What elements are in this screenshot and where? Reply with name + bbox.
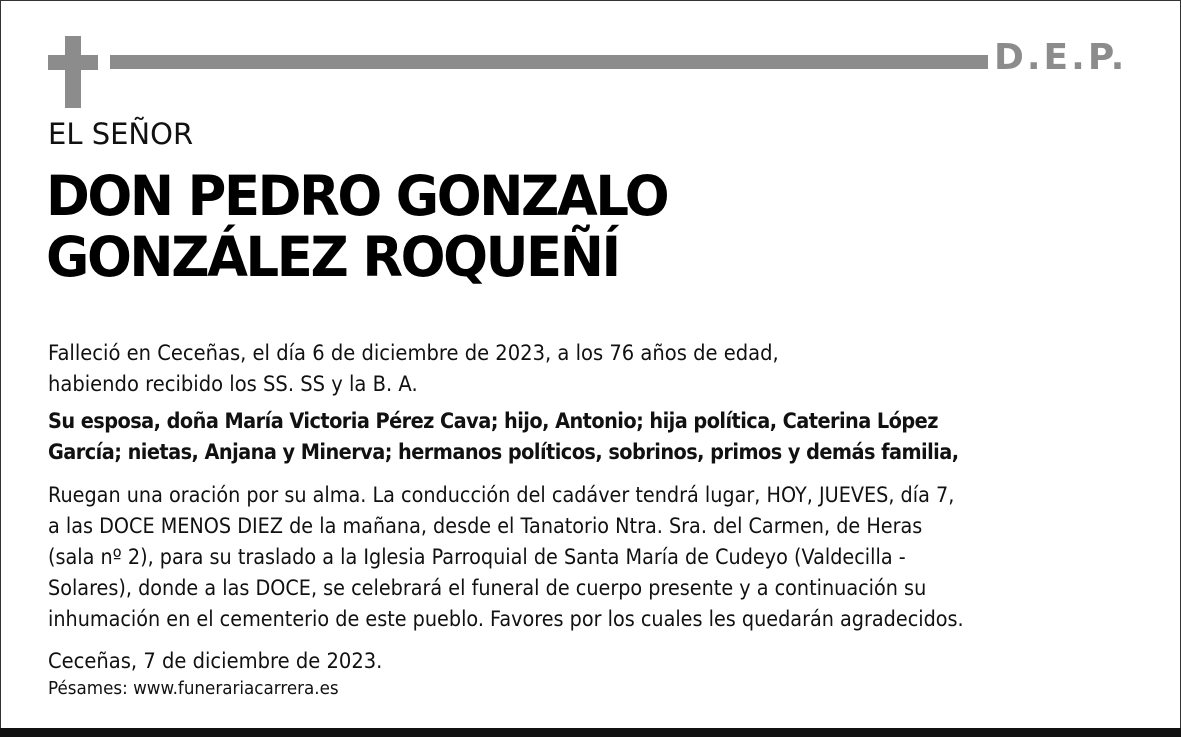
funeral-paragraph [48,480,1049,635]
funeral-line-2: a las DOCE MENOS DIEZ de la mañana, desde el Tanatorio Ntra. Sra. del Carmen, de Heras [48,514,923,538]
cross-icon [48,36,98,108]
funeral-line-4: Solares), donde a las DOCE, se celebrará el funeral de cuerpo presente y a continuación su [48,576,927,600]
condolences-link[interactable] [48,677,361,701]
deceased-name [46,166,693,288]
deceased-name-line-1: DON PEDRO GONZALO [46,164,668,228]
dateline-text: Ceceñas, 7 de diciembre de 2023. [48,649,383,673]
funeral-line-3: (sala nº 2), para su traslado a la Iglesia Parroquial de Santa María de Cudeyo (Valdecilla - [48,545,906,569]
death-notice-line-2: habiendo recibido los SS. SS y la B. A. [48,372,418,396]
dep-label: D.E.P. [994,37,1128,78]
condolences-text: Pésames: www.funerariacarrera.es [48,678,339,699]
honorific: EL SEÑOR [48,117,194,151]
death-notice-line-1: Falleció en Ceceñas, el día 6 de diciembre de 2023, a los 76 años de edad, [48,341,779,365]
dateline [48,646,408,677]
family-line-2: García; nietas, Anjana y Minerva; hermanos políticos, sobrinos, primos y demás familia, [48,440,959,464]
family-paragraph [48,406,1038,468]
funeral-line-1: Ruegan una oración por su alma. La conducción del cadáver tendrá lugar, HOY, JUEVES, día 7, [48,483,955,507]
header-rule [110,55,988,69]
funeral-line-5: inhumación en el cementerio de este pueblo. Favores por los cuales les quedarán agradecidos. [48,607,964,631]
family-line-1: Su esposa, doña María Victoria Pérez Cava; hijo, Antonio; hija política, Caterina López [48,409,938,433]
death-notice [48,338,834,400]
bottom-border [0,728,1181,737]
deceased-name-line-2: GONZÁLEZ ROQUEÑÍ [46,225,619,289]
